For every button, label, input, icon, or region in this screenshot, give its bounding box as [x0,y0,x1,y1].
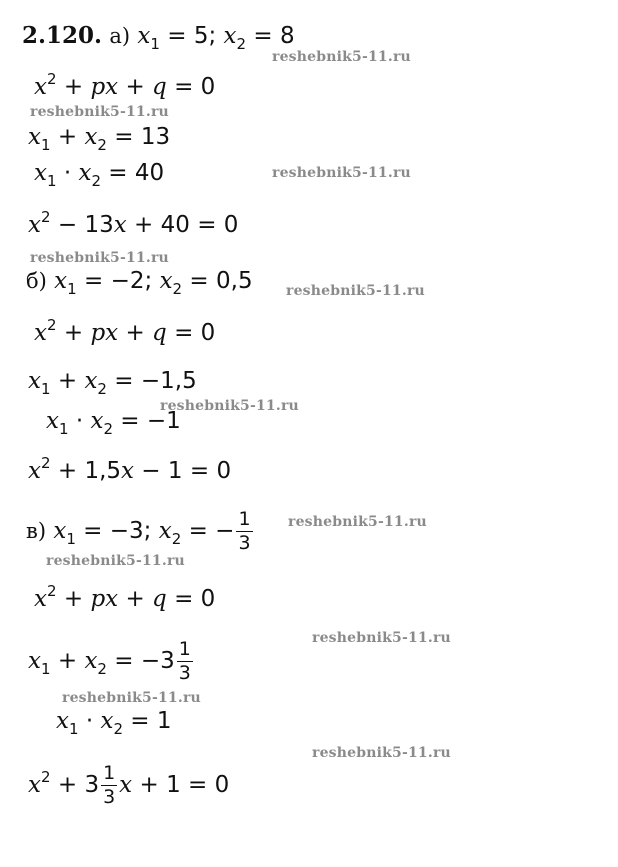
part-b-x1: −2 [110,268,145,294]
part-b-header: б) $x_1 = -2$; $x_2 = 0,5$ [26,268,253,298]
watermark: reshebnik5-11.ru [288,514,427,530]
part-a-x1: 5 [193,23,209,49]
watermark: reshebnik5-11.ru [272,165,411,181]
part-c-x1: −3 [109,518,144,544]
part-b-product-value: −1 [146,408,181,434]
part-b-result-const: 1 [167,458,183,484]
watermark: reshebnik5-11.ru [272,49,411,65]
part-c-result-whole: 3 [84,772,100,798]
part-a-product: $x_1 \cdot x_2 = 40$ [34,160,165,190]
part-c-x2-fraction: $\frac{1}{3}$ [238,508,251,554]
part-a-header: 2.120. а) $x_1 = 5$; $x_2 = 8$ [22,22,295,53]
part-a-product-value: 40 [134,160,165,186]
part-b-result: $x^2 + 1,5x - 1 = 0$ [28,454,232,484]
part-b-sum: $x_1 + x_2 = -1,5$ [28,368,197,398]
watermark: reshebnik5-11.ru [160,398,299,414]
part-a-result-const: 40 [160,212,190,238]
part-c-result-fraction: $\frac{1}{3}$ [103,762,116,808]
part-c-result: $x^2 + 3$ $\frac{1}{3}$ x + 1 = 0 [28,762,230,808]
watermark: reshebnik5-11.ru [312,630,451,646]
part-b-x2: 0,5 [216,268,253,294]
watermark: reshebnik5-11.ru [46,553,185,569]
watermark: reshebnik5-11.ru [312,745,451,761]
watermark: reshebnik5-11.ru [286,283,425,299]
watermark: reshebnik5-11.ru [62,690,201,706]
part-c-sum-whole: −3 [140,648,175,674]
part-c-general-equation: $x^2$ + px + q = 0 [34,582,216,612]
part-a-general-equation: $x^2$ + px + q = 0 [34,70,216,100]
part-b-label: б) [26,269,47,293]
part-b-general-equation: $x^2$ + px + q = 0 [34,316,216,346]
part-c-result-const: 1 [166,772,181,798]
part-a-label: а) [109,24,131,48]
part-b-sum-value: −1,5 [140,368,197,394]
part-c-product-value: 1 [156,708,172,734]
part-a-sum: $x_1 + x_2 = 13$ [28,124,171,154]
part-a-x2: 8 [279,23,295,49]
part-a-result: $x^2 - 13x + 40 = 0$ [28,208,239,238]
part-b-result-coef: 1,5 [84,458,122,484]
watermark: reshebnik5-11.ru [30,250,169,266]
part-a-sum-value: 13 [140,124,171,150]
part-c-product: $x_1 \cdot x_2 = 1$ [56,708,172,738]
part-b-product: $x_1 \cdot x_2 = -1$ [46,408,181,438]
watermark: reshebnik5-11.ru [30,104,169,120]
part-c-label: в) [26,519,47,543]
part-a-result-coef: 13 [84,212,114,238]
part-c-sum: $x_1 + x_2 = -3$ $\frac{1}{3}$ [28,638,191,684]
part-c-header: в) $x_1 = -3$; $x_2$ = − $\frac{1}{3}$ [26,508,251,554]
part-c-sum-fraction: $\frac{1}{3}$ [178,638,191,684]
problem-number: 2.120. [22,22,103,49]
